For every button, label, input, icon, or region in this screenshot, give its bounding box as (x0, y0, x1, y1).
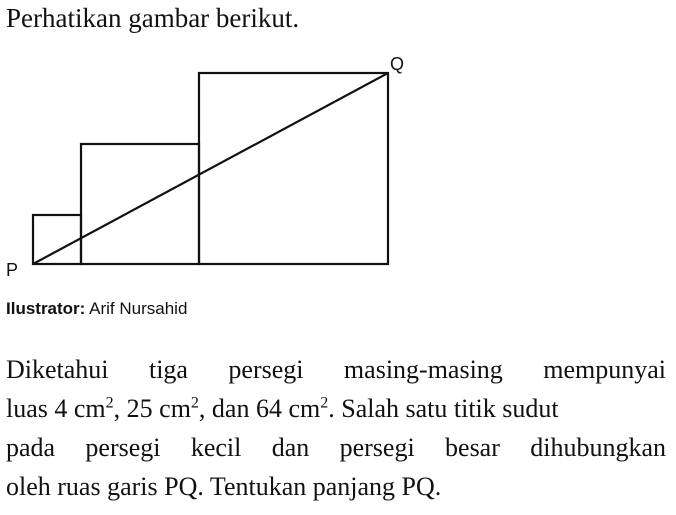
square-medium (81, 144, 199, 264)
intro-text: Perhatikan gambar berikut. (6, 3, 300, 33)
squares-figure (0, 40, 676, 280)
square-large (199, 73, 388, 264)
credit-key: Ilustrator: (6, 299, 86, 318)
point-p-label: P (6, 260, 19, 280)
area-medium: 25 cm (126, 394, 191, 423)
area-large-exponent: 2 (320, 394, 329, 412)
illustrator-credit (6, 298, 187, 320)
line2-prefix: luas (6, 394, 55, 423)
problem-text (6, 350, 666, 506)
credit-name: Arif Nursahid (89, 299, 188, 318)
area-small: 4 cm (54, 394, 106, 423)
problem-line-4: oleh ruas garis PQ. Tentukan panjang PQ. (6, 472, 442, 501)
area-small-exponent: 2 (105, 394, 114, 412)
area-medium-exponent: 2 (190, 394, 199, 412)
separator-1: , (113, 394, 127, 423)
area-large: 64 cm (255, 394, 321, 423)
separator-2: , dan (198, 394, 256, 423)
line2-suffix: . Salah satu titik sudut (328, 394, 559, 423)
square-small (33, 215, 81, 264)
point-q-label: Q (390, 54, 405, 74)
problem-line-2 (6, 389, 666, 428)
problem-line-3: pada persegi kecil dan persegi besar dihubungkan (6, 433, 666, 462)
problem-line-1: Diketahui tiga persegi masing-masing mempunyai (6, 355, 666, 384)
segment-pq (33, 73, 388, 264)
